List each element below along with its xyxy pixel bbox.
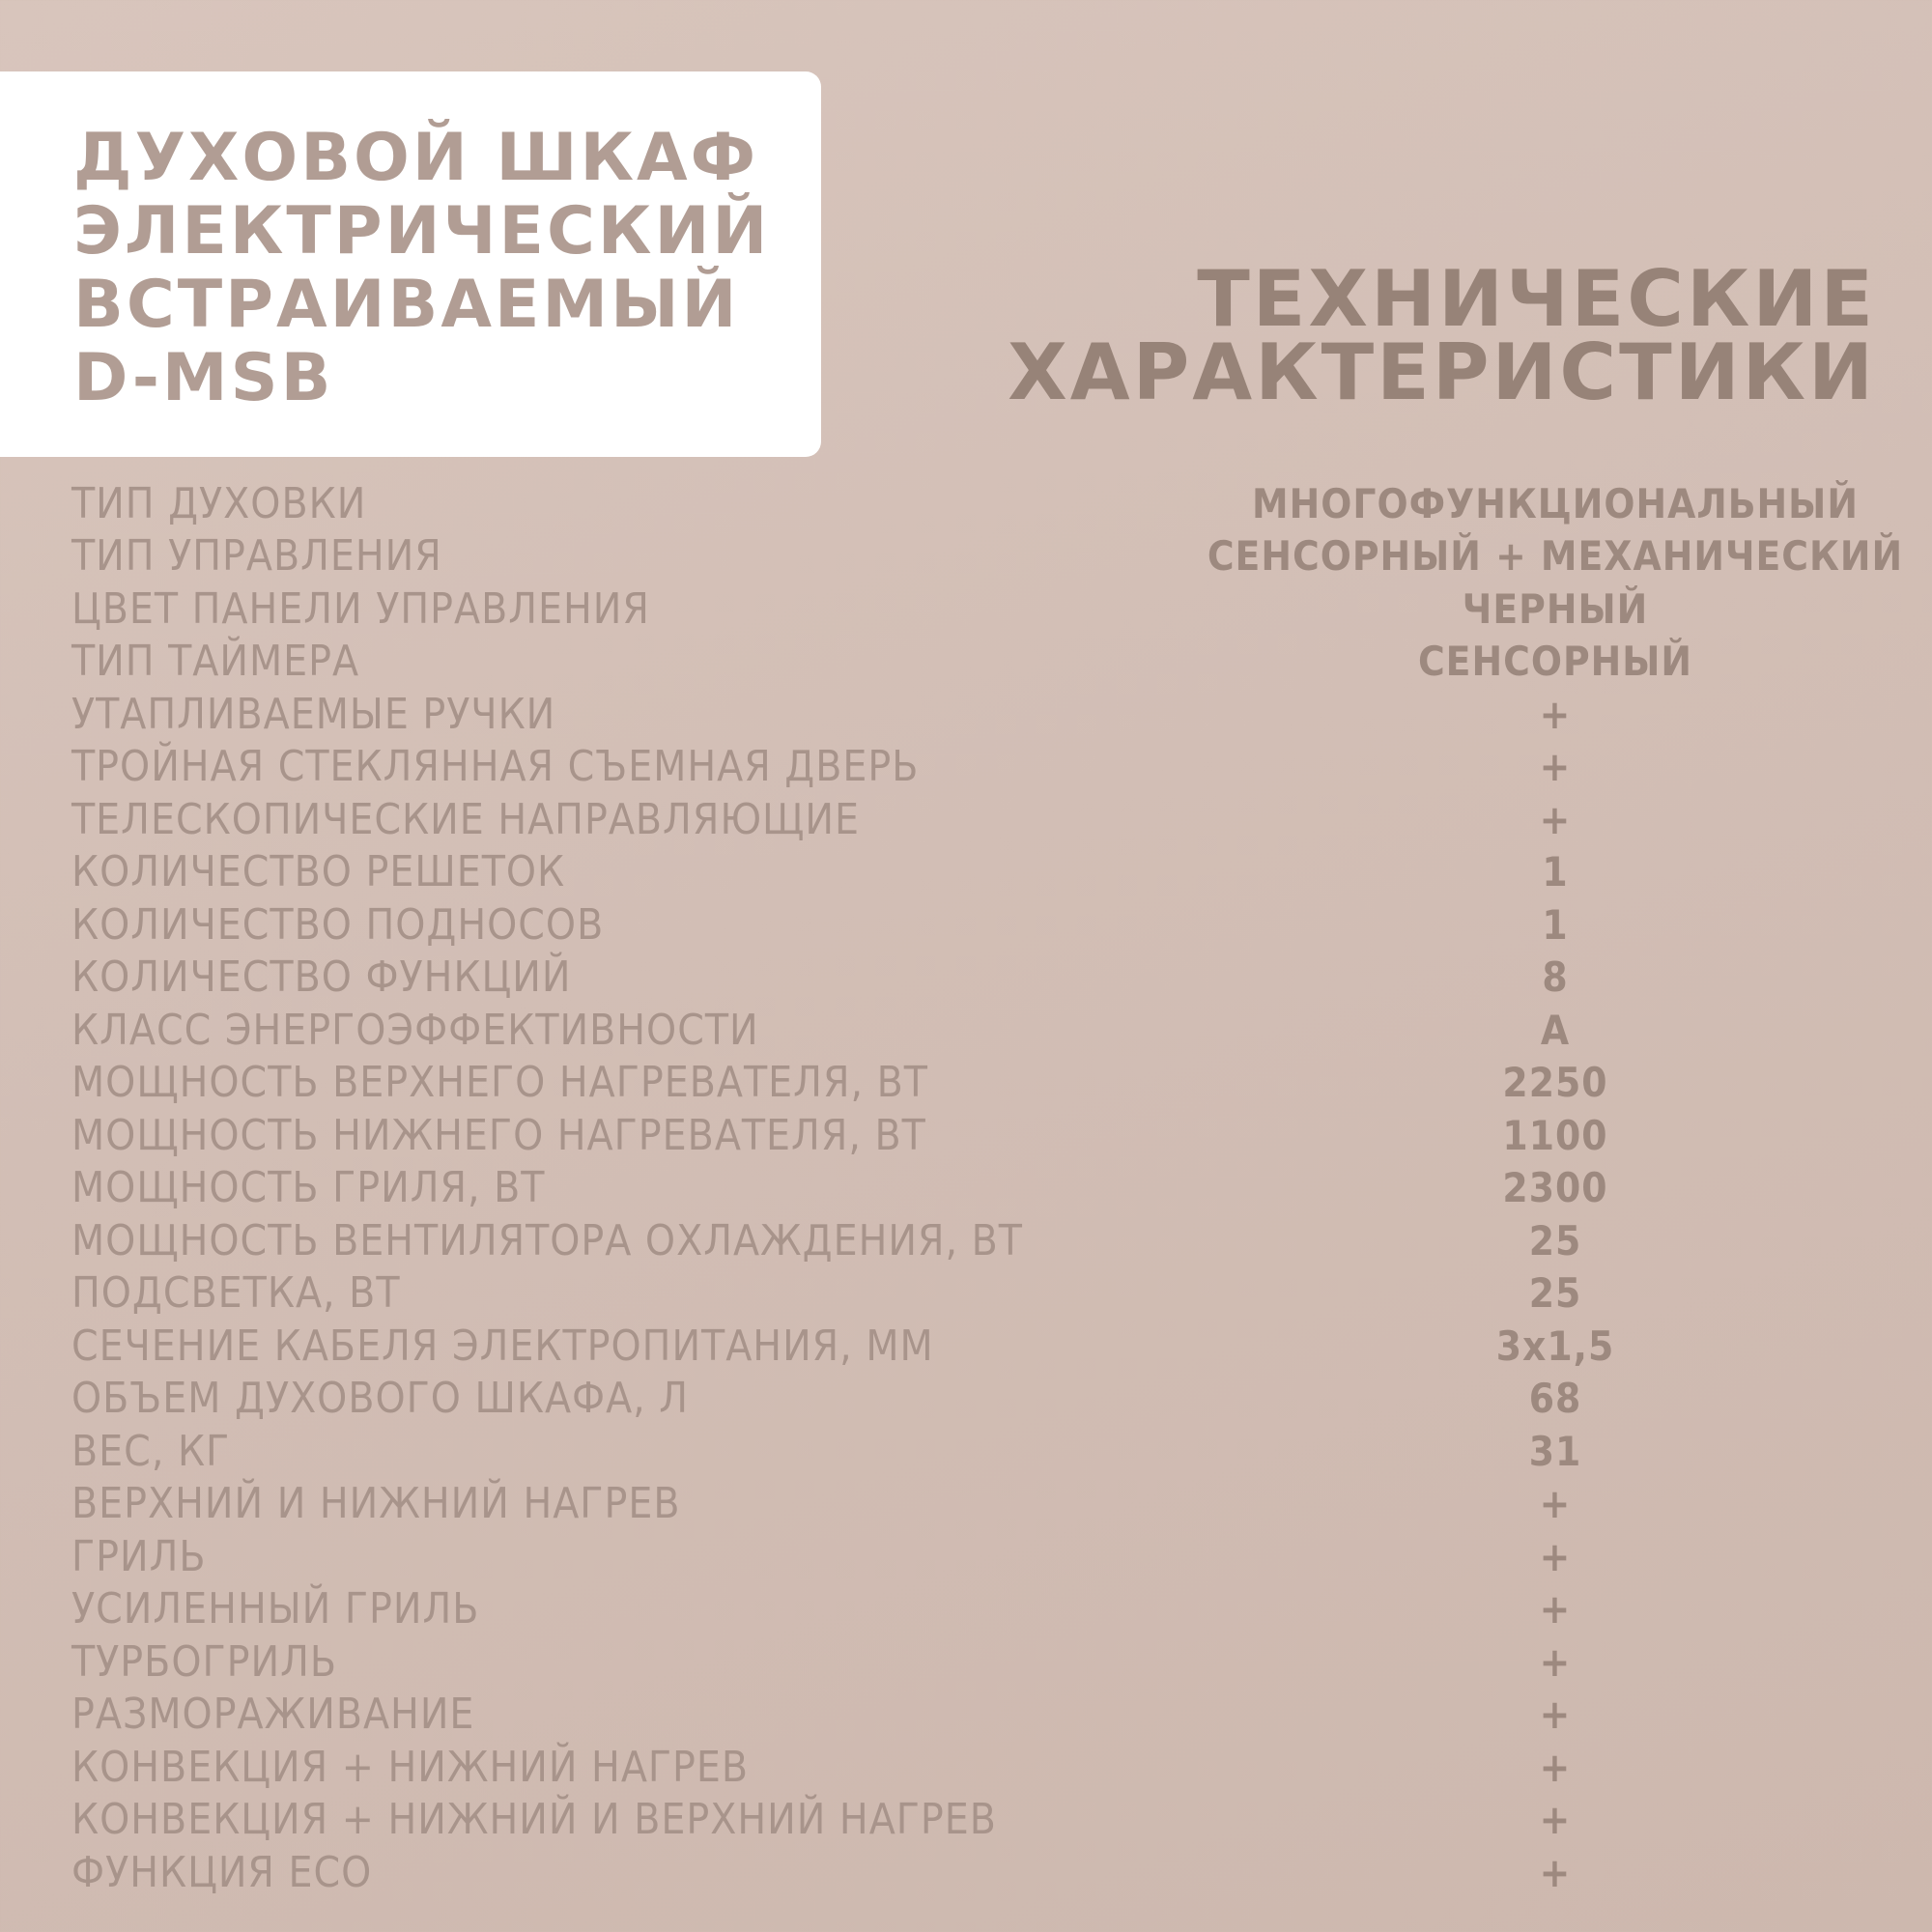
spec-label: ФУНКЦИЯ ECO	[71, 1847, 373, 1897]
spec-label: ВЕРХНИЙ И НИЖНИЙ НАГРЕВ	[71, 1479, 681, 1529]
spec-label: КОЛИЧЕСТВО ФУНКЦИЙ	[71, 952, 572, 1003]
spec-value: 8	[1542, 953, 1569, 1002]
spec-value: 2250	[1502, 1059, 1608, 1107]
spec-row	[0, 1846, 1932, 1899]
spec-value: 2300	[1502, 1164, 1608, 1212]
spec-row	[0, 1425, 1932, 1478]
spec-value: +	[1539, 1743, 1572, 1791]
spec-value: СЕНСОРНЫЙ	[1417, 638, 1693, 686]
spec-label: ОБЪЕМ ДУХОВОГО ШКАФА, Л	[71, 1374, 690, 1424]
spec-label: КОЛИЧЕСТВО РЕШЕТОК	[71, 847, 566, 897]
spec-label: ТИП ДУХОВКИ	[71, 478, 367, 528]
spec-value: +	[1539, 1532, 1572, 1580]
spec-row	[0, 1478, 1932, 1531]
title-card	[0, 71, 821, 457]
product-title-line-2: ЭЛЕКТРИЧЕСКИЙ	[73, 193, 771, 270]
spec-row	[0, 793, 1932, 846]
spec-value: +	[1539, 1637, 1572, 1686]
spec-label: ТРОЙНАЯ СТЕКЛЯННАЯ СЪЕМНАЯ ДВЕРЬ	[71, 742, 920, 792]
spec-label: КОНВЕКЦИЯ + НИЖНИЙ НАГРЕВ	[71, 1742, 750, 1792]
spec-row	[0, 1057, 1932, 1110]
spec-row	[0, 1794, 1932, 1847]
spec-row	[0, 1583, 1932, 1636]
spec-row	[0, 530, 1932, 583]
spec-value: +	[1539, 1690, 1572, 1739]
spec-label: СЕЧЕНИЕ КАБЕЛЯ ЭЛЕКТРОПИТАНИЯ, ММ	[71, 1321, 934, 1371]
spec-value: 25	[1528, 1216, 1582, 1264]
spec-row	[0, 1320, 1932, 1373]
spec-label: КОЛИЧЕСТВО ПОДНОСОВ	[71, 899, 605, 950]
spec-row	[0, 636, 1932, 689]
spec-value: +	[1539, 1585, 1572, 1634]
spec-value: +	[1539, 1796, 1572, 1844]
spec-value: +	[1539, 795, 1572, 843]
spec-label: ПОДСВЕТКА, ВТ	[71, 1268, 401, 1319]
product-title-line-3: ВСТРАИВАЕМЫЙ	[73, 267, 740, 343]
spec-label: МОЩНОСТЬ НИЖНЕГО НАГРЕВАТЕЛЯ, ВТ	[71, 1110, 926, 1160]
spec-row	[0, 1214, 1932, 1267]
spec-row	[0, 1267, 1932, 1321]
product-title-line-4: D-MSB	[73, 340, 334, 416]
spec-row	[0, 846, 1932, 899]
spec-label: ТИП ТАЙМЕРА	[71, 637, 360, 687]
spec-value: +	[1539, 690, 1572, 738]
spec-row	[0, 1741, 1932, 1794]
spec-row	[0, 741, 1932, 794]
spec-value: СЕНСОРНЫЙ + МЕХАНИЧЕСКИЙ	[1207, 532, 1904, 581]
spec-label: УСИЛЕННЫЙ ГРИЛЬ	[71, 1584, 480, 1634]
spec-row	[0, 1530, 1932, 1583]
spec-value: 68	[1528, 1375, 1582, 1423]
spec-label: ТИП УПРАВЛЕНИЯ	[71, 531, 442, 582]
spec-table	[0, 477, 1932, 1899]
spec-row	[0, 477, 1932, 530]
spec-row	[0, 1373, 1932, 1426]
product-title-line-1: ДУХОВОЙ ШКАФ	[73, 120, 759, 196]
spec-value: А	[1540, 1006, 1571, 1054]
spec-row	[0, 1162, 1932, 1215]
spec-label: УТАПЛИВАЕМЫЕ РУЧКИ	[71, 689, 556, 739]
spec-label: КОНВЕКЦИЯ + НИЖНИЙ И ВЕРХНИЙ НАГРЕВ	[71, 1795, 997, 1845]
spec-label: ЦВЕТ ПАНЕЛИ УПРАВЛЕНИЯ	[71, 583, 650, 634]
spec-value: +	[1539, 743, 1572, 791]
spec-value: +	[1539, 1848, 1572, 1896]
spec-value: 1100	[1502, 1111, 1608, 1159]
spec-row	[0, 898, 1932, 952]
spec-label: МОЩНОСТЬ ГРИЛЯ, ВТ	[71, 1163, 546, 1213]
spec-label: ГРИЛЬ	[71, 1531, 207, 1581]
spec-value: 3х1,5	[1495, 1321, 1615, 1370]
spec-row	[0, 688, 1932, 741]
spec-row	[0, 582, 1932, 636]
spec-row	[0, 1004, 1932, 1057]
spec-row	[0, 1635, 1932, 1689]
spec-label: МОЩНОСТЬ ВЕНТИЛЯТОРА ОХЛАЖДЕНИЯ, ВТ	[71, 1215, 1023, 1265]
spec-label: РАЗМОРАЖИВАНИЕ	[71, 1690, 475, 1740]
spec-label: ТЕЛЕСКОПИЧЕСКИЕ НАПРАВЛЯЮЩИЕ	[71, 794, 860, 844]
spec-row	[0, 952, 1932, 1005]
spec-label: ТУРБОГРИЛЬ	[71, 1636, 338, 1687]
spec-value: ЧЕРНЫЙ	[1462, 584, 1649, 633]
spec-value: 31	[1528, 1427, 1582, 1475]
spec-label: МОЩНОСТЬ ВЕРХНЕГО НАГРЕВАТЕЛЯ, ВТ	[71, 1058, 928, 1108]
section-heading	[1008, 254, 1876, 417]
spec-value: 1	[1542, 848, 1569, 896]
spec-row	[0, 1109, 1932, 1162]
spec-value: МНОГОФУНКЦИОНАЛЬНЫЙ	[1252, 479, 1859, 527]
spec-label: КЛАСС ЭНЕРГОЭФФЕКТИВНОСТИ	[71, 1005, 759, 1055]
section-heading-line-1: ТЕХНИЧЕСКИЕ	[1197, 254, 1876, 344]
section-heading-line-2: ХАРАКТЕРИСТИКИ	[1008, 327, 1876, 417]
spec-label: ВЕС, КГ	[71, 1426, 231, 1476]
spec-value: 25	[1528, 1269, 1582, 1318]
spec-value: 1	[1542, 900, 1569, 949]
spec-row	[0, 1689, 1932, 1742]
spec-value: +	[1539, 1480, 1572, 1528]
